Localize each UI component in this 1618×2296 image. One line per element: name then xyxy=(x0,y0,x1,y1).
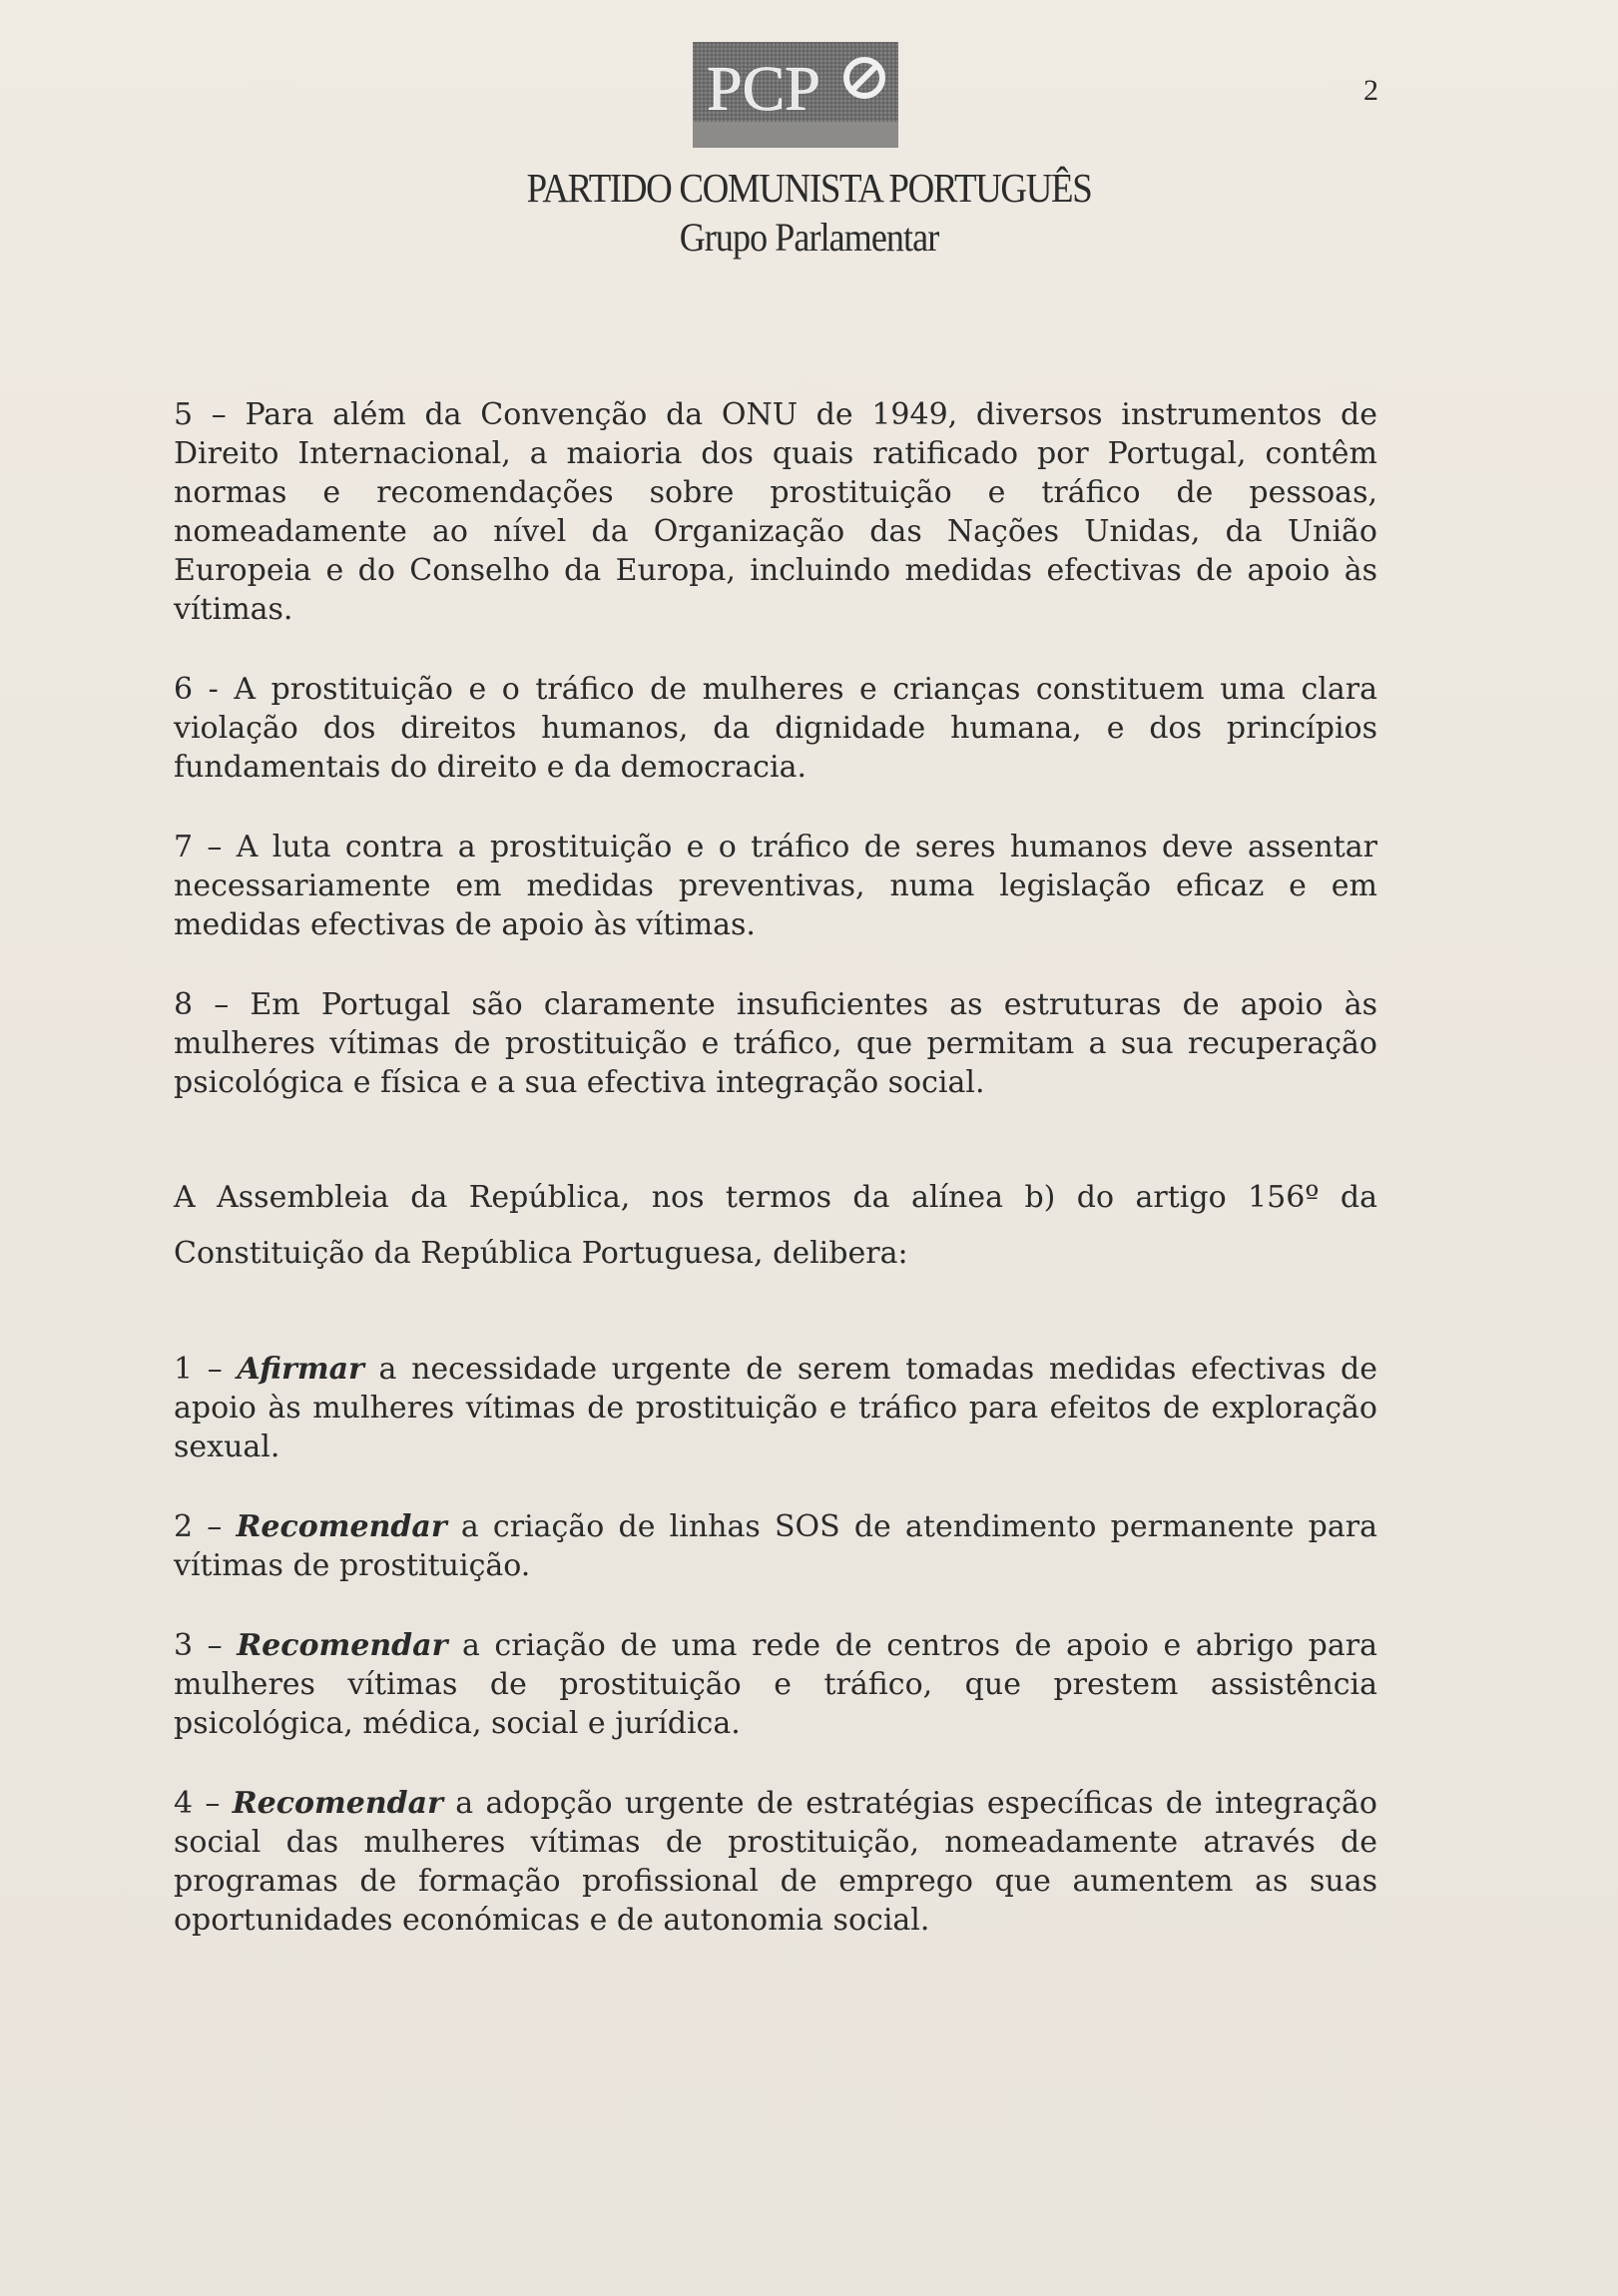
resolution-number: 3 – xyxy=(174,1628,238,1663)
pcp-logo xyxy=(689,36,906,154)
consideration-paragraph: 8 – Em Portugal são claramente insuficientes as estruturas de apoio às mulheres vítimas de prostituição e tráfico, que permitam a sua recuperação psicológica e física e a sua efectiva integração social. xyxy=(174,987,1377,1100)
resolution-verb: Recomendar xyxy=(236,1509,447,1544)
parliamentary-group: Grupo Parlamentar xyxy=(679,215,939,260)
consideration-paragraph: 6 - A prostituição e o tráfico de mulheres e crianças constituem uma clara violação dos direitos humanos, da dignidade humana, e dos princípios fundamentais do direito e da democracia. xyxy=(174,672,1377,785)
consideration-paragraph: 5 – Para além da Convenção da ONU de 1949, diversos instrumentos de Direito Internacional, a maioria dos quais ratificado por Portugal, contêm normas e recomendações sobre prostituição e tráfico de pessoas, nomeadamente ao nível da Organização das Nações Unidas, da União Europeia e do Conselho da Europa, incluindo medidas efectivas de apoio às vítimas. xyxy=(174,397,1377,627)
resolution-number: 1 – xyxy=(174,1352,238,1387)
resolution-text: a adopção urgente de estratégias específicas de integração social das mulheres vítimas de prostituição, nomeadamente através de programas de formação profissional de emprego que aumentem as suas oportunidades económicas e de autonomia social. xyxy=(174,1786,1377,1938)
page-number: 2 xyxy=(1363,74,1378,107)
resolution-item xyxy=(174,1350,1377,1466)
resolution-verb: Afirmar xyxy=(237,1352,364,1387)
resolution-text: a criação de uma rede de centros de apoio e abrigo para mulheres vítimas de prostituição e tráfico, que prestem assistência psicológica, médica, social e jurídica. xyxy=(174,1628,1377,1741)
resolution-number: 2 – xyxy=(174,1509,237,1544)
resolution-text: a criação de linhas SOS de atendimento permanente para vítimas de prostituição. xyxy=(174,1509,1377,1583)
party-name: PARTIDO COMUNISTA PORTUGUÊS xyxy=(526,165,1092,211)
resolution-text: a necessidade urgente de serem tomadas medidas efectivas de apoio às mulheres vítimas de prostituição e tráfico para efeitos de exploração sexual. xyxy=(174,1352,1377,1464)
svg-text:PCP: PCP xyxy=(707,53,820,124)
resolution-number: 4 – xyxy=(174,1786,233,1821)
resolution-item xyxy=(174,1507,1377,1585)
resolution-verb: Recomendar xyxy=(237,1628,448,1663)
consideration-paragraph: 7 – A luta contra a prostituição e o tráfico de seres humanos deve assentar necessariamente em medidas preventivas, numa legislação eficaz e em medidas efectivas de apoio às vítimas. xyxy=(174,830,1377,942)
deliberation-intro: A Assembleia da República, nos termos da alínea b) do artigo 156º da Constituição da República Portuguesa, delibera: xyxy=(174,1180,1377,1271)
resolution-item xyxy=(174,1784,1377,1940)
document-body xyxy=(174,395,1377,1940)
resolution-verb: Recomendar xyxy=(232,1786,443,1821)
resolution-item xyxy=(174,1626,1377,1743)
